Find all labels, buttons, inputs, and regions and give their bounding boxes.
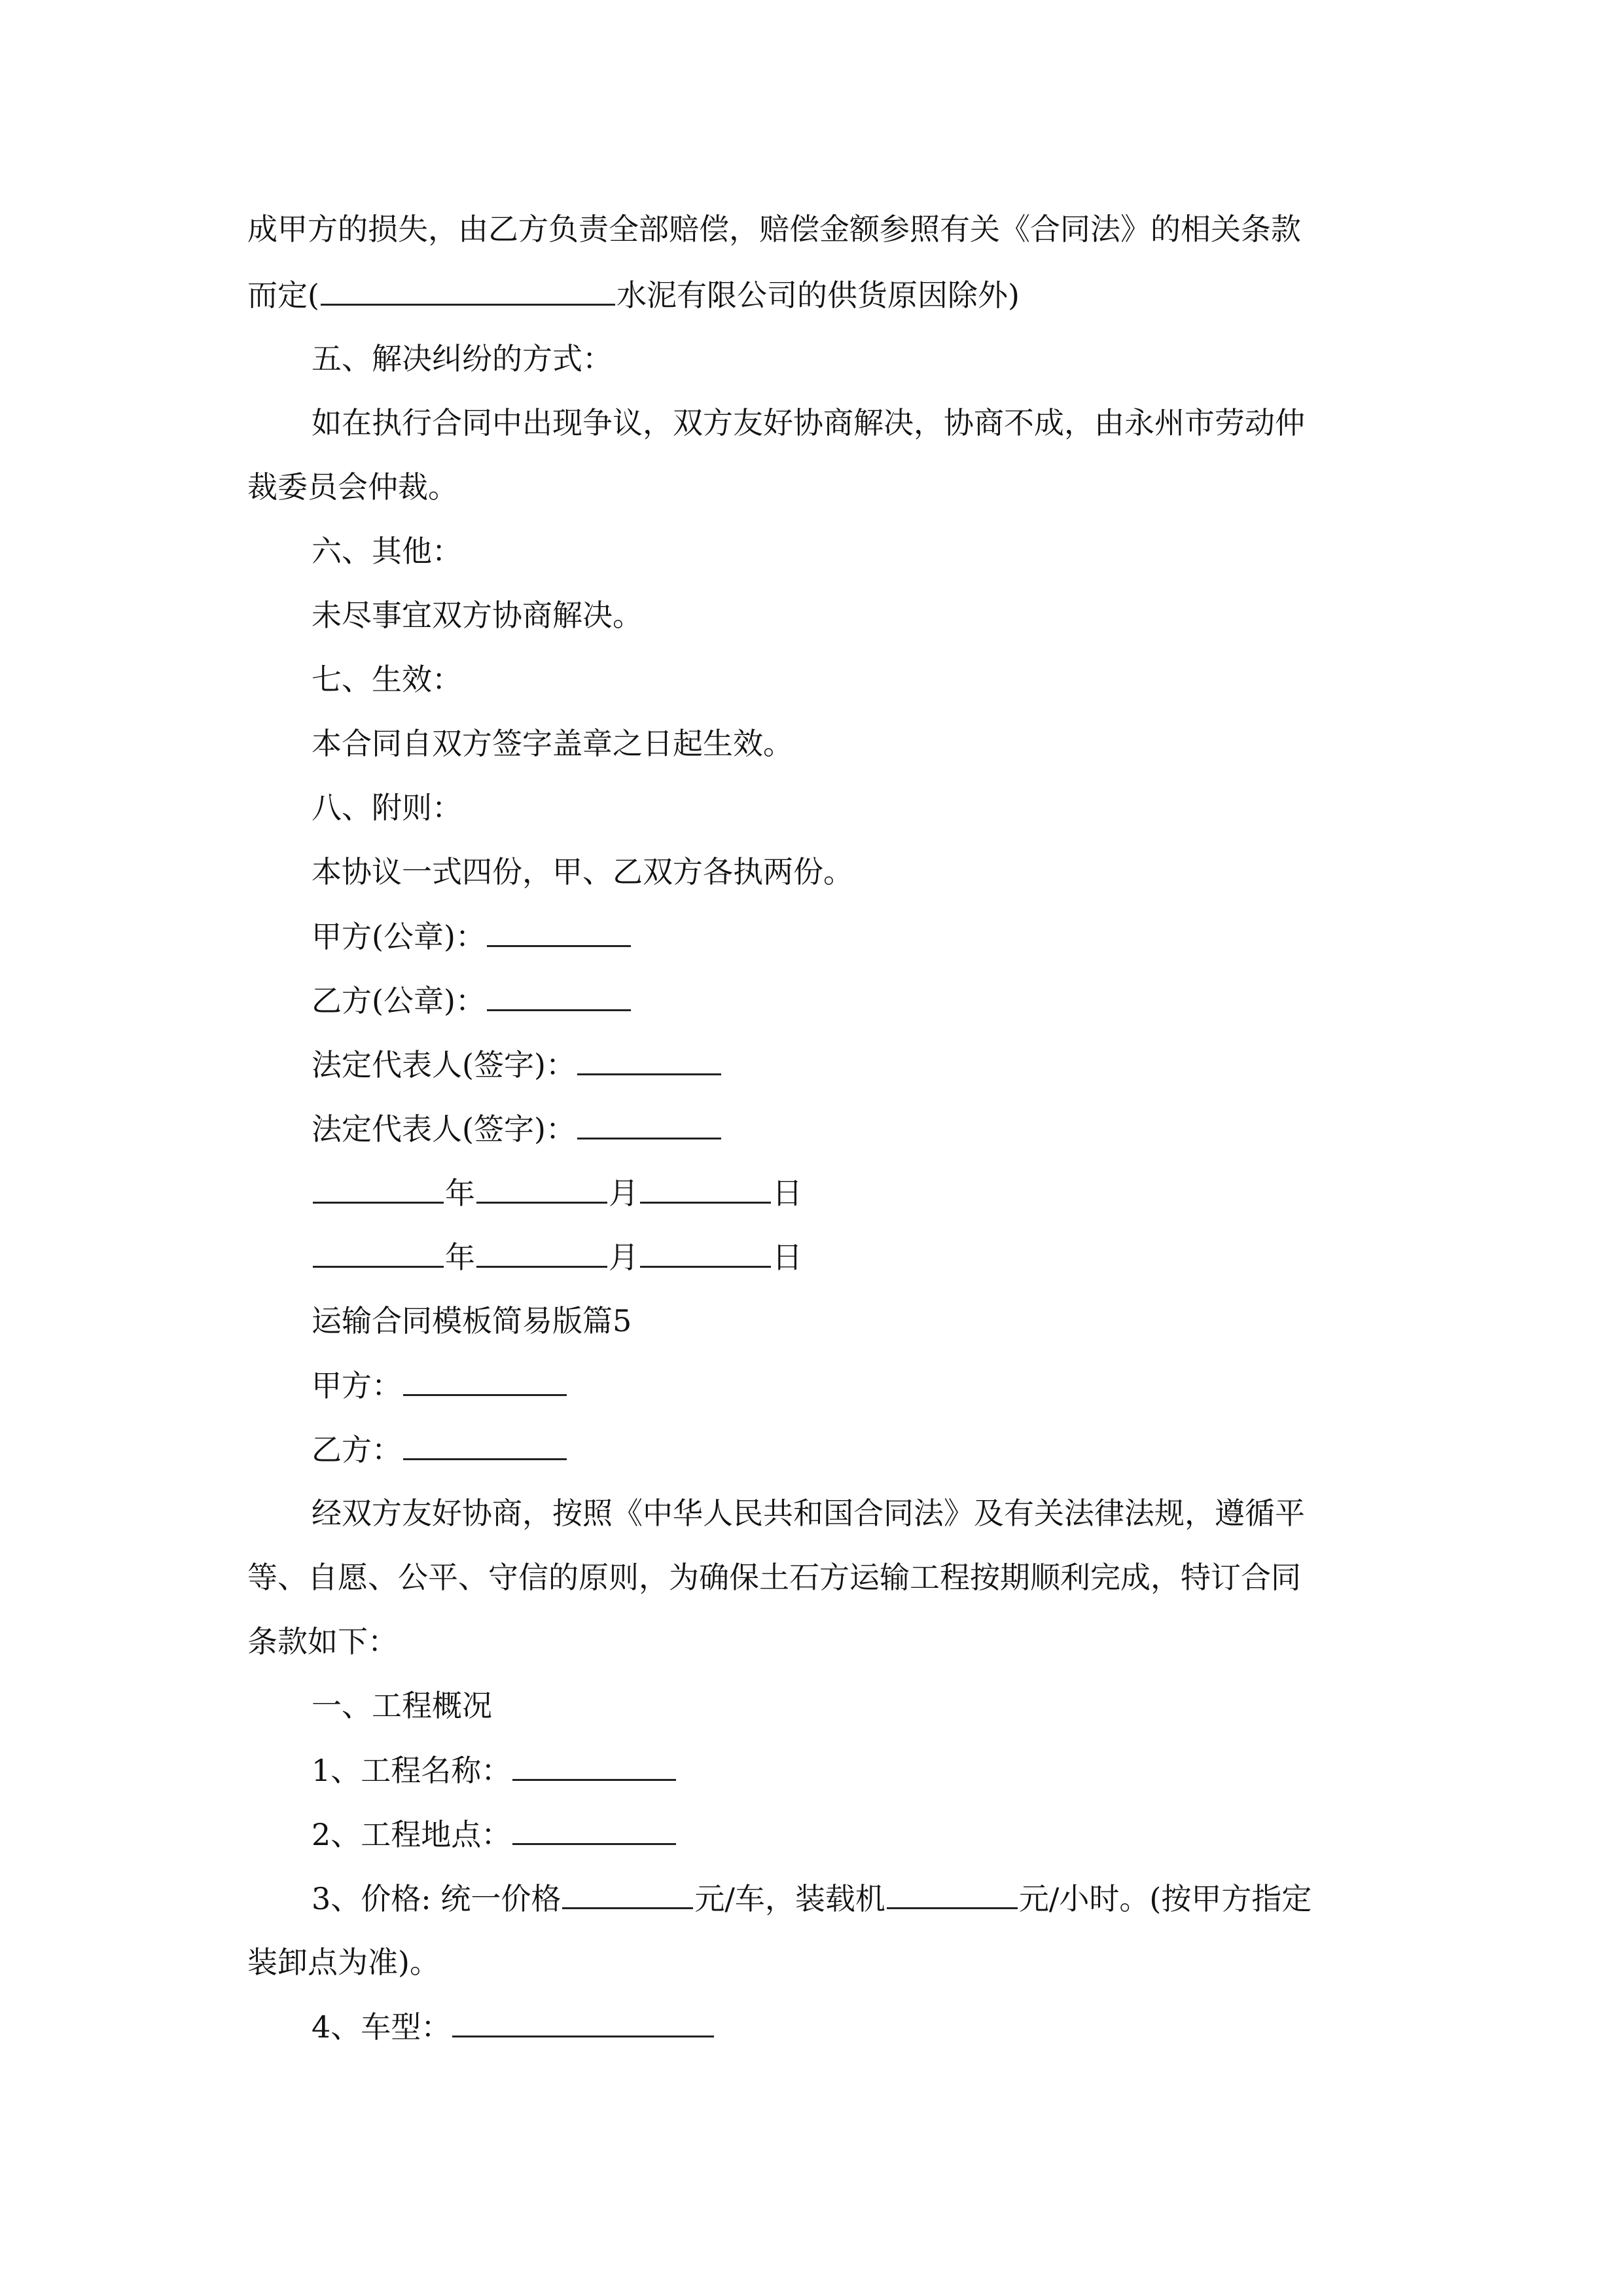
paragraph-line: 本协议一式四份，甲、乙双方各执两份。 — [312, 854, 853, 889]
representative-signature-blank[interactable] — [577, 1109, 721, 1139]
project-name-row: 1、工程名称： — [312, 1750, 677, 1789]
section-8-title: 八、附则： — [312, 790, 462, 825]
section-7-title: 七、生效： — [312, 662, 462, 697]
party-a-row: 甲方： — [312, 1365, 568, 1405]
paragraph-line: 未尽事宜双方协商解决。 — [312, 598, 643, 633]
paragraph-line: 成甲方的损失，由乙方负责全部赔偿，赔偿金额参照有关《合同法》的相关条款 — [247, 211, 1301, 247]
month-blank[interactable] — [476, 1237, 607, 1268]
vehicle-type-blank[interactable] — [452, 2007, 714, 2037]
party-b-seal-blank[interactable] — [487, 980, 631, 1011]
paragraph-line: 装卸点为准)。 — [247, 1945, 440, 1980]
date-row: 年 月 日 — [312, 1173, 802, 1212]
project-location-row: 2、工程地点： — [312, 1814, 677, 1854]
paragraph-line: 本合同自双方签字盖章之日起生效。 — [312, 726, 793, 761]
project-name-blank[interactable] — [512, 1750, 676, 1781]
paragraph-line: 裁委员会仲裁。 — [247, 469, 458, 505]
representative-row: 法定代表人(签字)： — [312, 1109, 722, 1148]
contract-heading: 运输合同模板简易版篇5 — [312, 1303, 632, 1338]
paragraph-line: 经双方友好协商，按照《中华人民共和国合同法》及有关法律法规，遵循平 — [312, 1496, 1305, 1531]
party-a-seal-row: 甲方(公章)： — [312, 916, 632, 956]
project-location-blank[interactable] — [512, 1814, 676, 1845]
vehicle-type-row: 4、车型： — [312, 2007, 715, 2046]
paragraph-line: 条款如下： — [247, 1624, 398, 1659]
paragraph-line: 而定( 水泥有限公司的供货原因除外) — [247, 275, 1020, 314]
section-6-title: 六、其他： — [312, 533, 462, 569]
paragraph-line: 等、自愿、公平、守信的原则，为确保土石方运输工程按期顺利完成，特订合同 — [247, 1560, 1301, 1595]
representative-signature-blank[interactable] — [577, 1045, 721, 1075]
day-blank[interactable] — [640, 1173, 771, 1204]
day-blank[interactable] — [640, 1237, 771, 1268]
month-blank[interactable] — [476, 1173, 607, 1204]
supplier-name-blank[interactable] — [321, 275, 615, 306]
loader-price-blank[interactable] — [887, 1878, 1018, 1909]
party-b-blank[interactable] — [403, 1429, 567, 1460]
year-blank[interactable] — [313, 1173, 444, 1204]
party-b-seal-row: 乙方(公章)： — [312, 980, 632, 1020]
section-1-title: 一、工程概况 — [312, 1688, 492, 1723]
year-blank[interactable] — [313, 1237, 444, 1268]
party-a-blank[interactable] — [403, 1365, 567, 1396]
date-row: 年 月 日 — [312, 1237, 802, 1276]
price-row: 3、价格: 统一价格 元/车，装载机 元/小时。(按甲方指定 — [312, 1878, 1311, 1918]
price-per-truck-blank[interactable] — [562, 1878, 693, 1909]
paragraph-line: 如在执行合同中出现争议，双方友好协商解决，协商不成，由永州市劳动仲 — [312, 405, 1305, 440]
party-a-seal-blank[interactable] — [487, 916, 631, 947]
section-5-title: 五、解决纠纷的方式： — [312, 341, 613, 376]
party-b-row: 乙方： — [312, 1429, 568, 1469]
representative-row: 法定代表人(签字)： — [312, 1045, 722, 1084]
